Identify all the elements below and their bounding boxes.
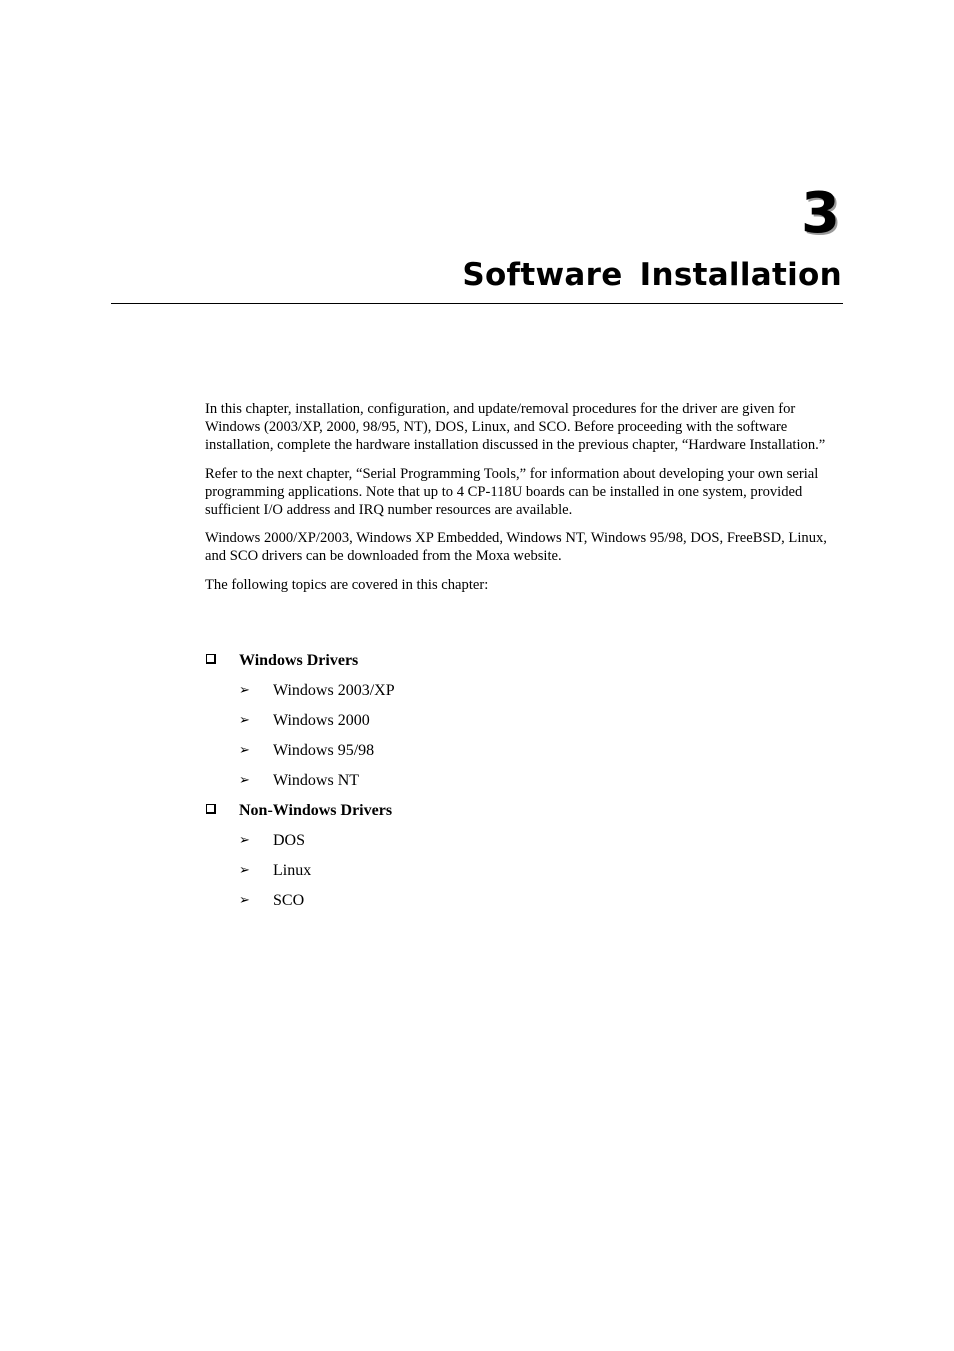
- chapter-number: 3: [801, 181, 840, 246]
- list-item-label: Linux: [273, 862, 312, 879]
- intro-paragraph: The following topics are covered in this chapter:: [205, 576, 489, 593]
- arrowhead-icon: ➢: [239, 713, 250, 728]
- chapter-title: Software Installation: [462, 257, 842, 293]
- chapter-intro: [205, 400, 850, 604]
- list-item-label: SCO: [273, 892, 305, 909]
- checkbox-square-icon: [206, 654, 216, 664]
- arrowhead-icon: ➢: [239, 773, 250, 788]
- list-item-label: DOS: [273, 832, 306, 849]
- list-item-label: Windows 2003/XP: [273, 682, 395, 699]
- arrowhead-icon: ➢: [239, 683, 250, 698]
- arrowhead-icon: ➢: [239, 743, 250, 758]
- arrowhead-icon: ➢: [239, 833, 250, 848]
- intro-paragraph: In this chapter, installation, configuration, and update/removal procedures for the driver are given for Windows (2003/XP, 2000, 98/95, NT), DOS, Linux, and SCO. Before proceeding with the software installation, complete the hardware installation discussed in the previous chapter, “Hardware Installation.”: [205, 401, 826, 454]
- arrowhead-icon: ➢: [239, 893, 250, 908]
- arrowhead-icon: ➢: [239, 863, 250, 878]
- intro-paragraph: Refer to the next chapter, “Serial Programming Tools,” for information about developing your own serial programming applications. Note that up to 4 CP-118U boards can be installed in one system, provided sufficient I/O address and IRQ number resources are available.: [205, 465, 819, 519]
- topic-heading: Windows Drivers: [239, 652, 359, 669]
- topic-heading: Non-Windows Drivers: [239, 802, 393, 819]
- list-item-label: Windows 95/98: [273, 742, 375, 759]
- list-item-label: Windows NT: [273, 772, 360, 789]
- checkbox-square-icon: [206, 804, 216, 814]
- title-divider: [111, 303, 843, 304]
- list-item-label: Windows 2000: [273, 712, 370, 729]
- intro-paragraph: Windows 2000/XP/2003, Windows XP Embedded, Windows NT, Windows 95/98, DOS, FreeBSD, Linux, and SCO drivers can be downloaded from the Moxa website.: [205, 530, 827, 565]
